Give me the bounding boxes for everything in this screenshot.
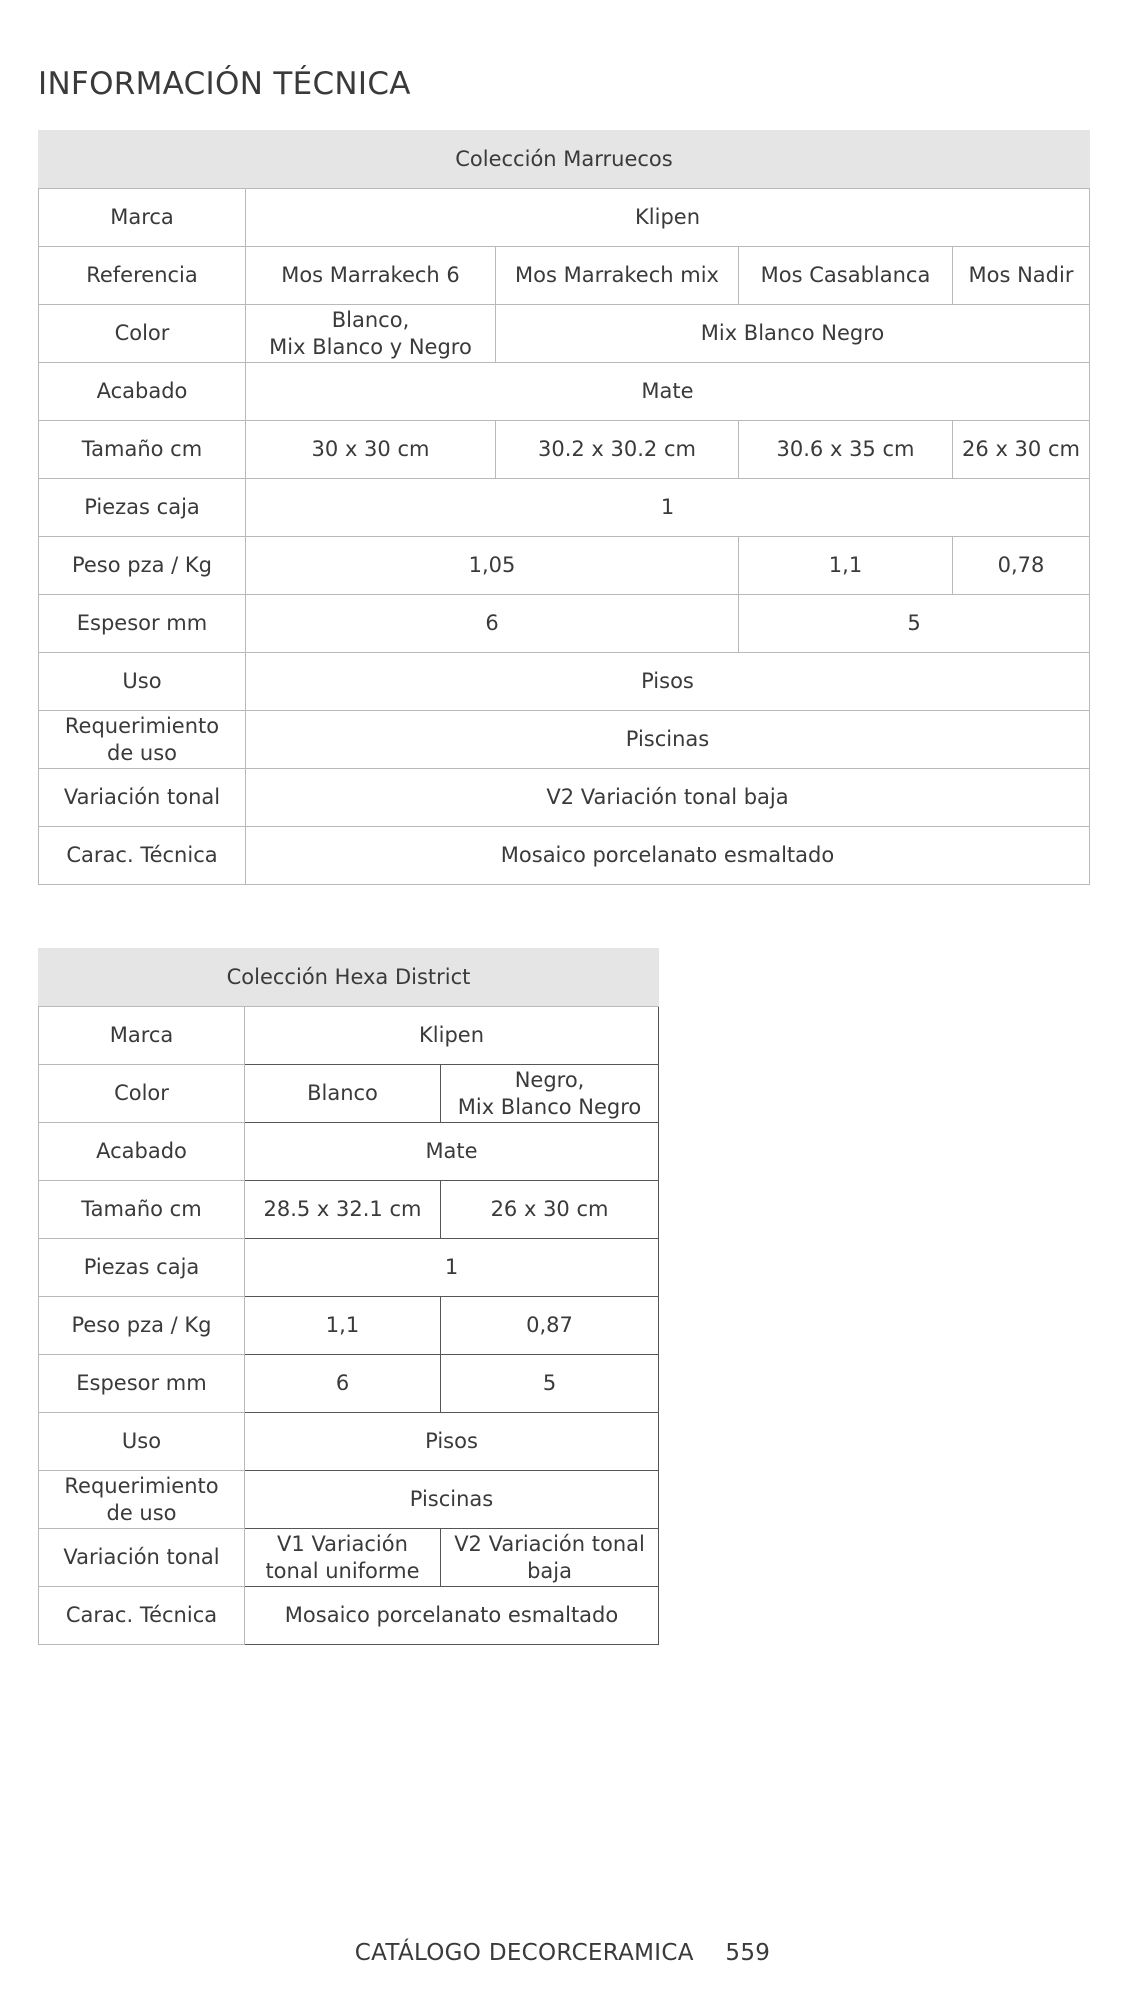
table-row <box>39 1471 659 1529</box>
color-value: Mix Blanco Negro <box>496 305 1090 363</box>
table-row <box>39 1065 659 1123</box>
row-label-marca: Marca <box>39 1007 245 1065</box>
referencia-value: Mos Marrakech mix <box>496 247 739 305</box>
table-row <box>39 305 1090 363</box>
requerimiento-value: Piscinas <box>246 711 1090 769</box>
marca-value: Klipen <box>245 1007 659 1065</box>
color-value: Blanco <box>245 1065 441 1123</box>
acabado-value: Mate <box>245 1123 659 1181</box>
peso-value: 0,87 <box>441 1297 659 1355</box>
peso-value: 0,78 <box>953 537 1090 595</box>
row-label-marca: Marca <box>39 189 246 247</box>
uso-value: Pisos <box>245 1413 659 1471</box>
tamano-value: 28.5 x 32.1 cm <box>245 1181 441 1239</box>
color-value-line: Negro, <box>514 1067 585 1092</box>
color-value <box>246 305 496 363</box>
uso-value: Pisos <box>246 653 1090 711</box>
variacion-value: V2 Variación tonal baja <box>246 769 1090 827</box>
referencia-value: Mos Marrakech 6 <box>246 247 496 305</box>
row-label-variacion: Variación tonal <box>39 769 246 827</box>
espesor-value: 5 <box>739 595 1090 653</box>
espesor-value: 5 <box>441 1355 659 1413</box>
carac-value: Mosaico porcelanato esmaltado <box>246 827 1090 885</box>
marruecos-spec-table <box>38 130 1090 885</box>
referencia-value: Mos Nadir <box>953 247 1090 305</box>
row-label-piezas: Piezas caja <box>39 1239 245 1297</box>
requerimiento-value: Piscinas <box>245 1471 659 1529</box>
row-label-carac: Carac. Técnica <box>39 1587 245 1645</box>
tamano-value: 30 x 30 cm <box>246 421 496 479</box>
marruecos-table-title: Colección Marruecos <box>39 131 1090 189</box>
label-line: de uso <box>106 1500 177 1525</box>
label-line: Requerimiento <box>64 1473 219 1498</box>
row-label-color: Color <box>39 305 246 363</box>
table-row <box>39 247 1090 305</box>
row-label-variacion: Variación tonal <box>39 1529 245 1587</box>
acabado-value: Mate <box>246 363 1090 421</box>
color-value-line: Mix Blanco Negro <box>457 1094 642 1119</box>
espesor-value: 6 <box>245 1355 441 1413</box>
marca-value: Klipen <box>246 189 1090 247</box>
row-label-acabado: Acabado <box>39 363 246 421</box>
table-row <box>39 653 1090 711</box>
carac-value: Mosaico porcelanato esmaltado <box>245 1587 659 1645</box>
variacion-value-line: V1 Variación <box>277 1531 408 1556</box>
espesor-value: 6 <box>246 595 739 653</box>
color-value <box>441 1065 659 1123</box>
page-footer <box>0 1940 1125 1966</box>
row-label-requerimiento <box>39 1471 245 1529</box>
variacion-value-line: tonal uniforme <box>265 1558 420 1583</box>
footer-catalog-name: CATÁLOGO DECORCERAMICA <box>354 1940 694 1966</box>
table-row <box>39 1587 659 1645</box>
piezas-value: 1 <box>245 1239 659 1297</box>
tamano-value: 26 x 30 cm <box>953 421 1090 479</box>
table-row <box>39 595 1090 653</box>
variacion-value-line: V2 Variación tonal <box>454 1531 645 1556</box>
tamano-value: 30.2 x 30.2 cm <box>496 421 739 479</box>
color-value-line: Mix Blanco y Negro <box>269 334 472 359</box>
row-label-color: Color <box>39 1065 245 1123</box>
row-label-uso: Uso <box>39 653 246 711</box>
table-row <box>39 1529 659 1587</box>
page-number: 559 <box>725 1940 771 1966</box>
row-label-uso: Uso <box>39 1413 245 1471</box>
table-row <box>39 769 1090 827</box>
table-row <box>39 1181 659 1239</box>
row-label-tamano: Tamaño cm <box>39 421 246 479</box>
page-title: INFORMACIÓN TÉCNICA <box>38 66 411 102</box>
table-row <box>39 189 1090 247</box>
label-line: de uso <box>106 740 178 765</box>
row-label-acabado: Acabado <box>39 1123 245 1181</box>
piezas-value: 1 <box>246 479 1090 537</box>
row-label-peso: Peso pza / Kg <box>39 537 246 595</box>
peso-value: 1,05 <box>246 537 739 595</box>
label-line: Requerimiento <box>64 713 220 738</box>
tamano-value: 26 x 30 cm <box>441 1181 659 1239</box>
table-row <box>39 1239 659 1297</box>
hexa-table-title: Colección Hexa District <box>39 949 659 1007</box>
row-label-requerimiento <box>39 711 246 769</box>
table-row <box>39 363 1090 421</box>
row-label-tamano: Tamaño cm <box>39 1181 245 1239</box>
row-label-piezas: Piezas caja <box>39 479 246 537</box>
table-row <box>39 537 1090 595</box>
row-label-referencia: Referencia <box>39 247 246 305</box>
table-row <box>39 1123 659 1181</box>
table-row <box>39 1355 659 1413</box>
variacion-value <box>245 1529 441 1587</box>
tamano-value: 30.6 x 35 cm <box>739 421 953 479</box>
peso-value: 1,1 <box>739 537 953 595</box>
table-row <box>39 1297 659 1355</box>
table-row <box>39 479 1090 537</box>
variacion-value-line: baja <box>527 1558 572 1583</box>
row-label-espesor: Espesor mm <box>39 595 246 653</box>
table-row <box>39 827 1090 885</box>
referencia-value: Mos Casablanca <box>739 247 953 305</box>
table-row <box>39 421 1090 479</box>
table-row <box>39 1007 659 1065</box>
row-label-carac: Carac. Técnica <box>39 827 246 885</box>
row-label-espesor: Espesor mm <box>39 1355 245 1413</box>
table-row <box>39 711 1090 769</box>
peso-value: 1,1 <box>245 1297 441 1355</box>
row-label-peso: Peso pza / Kg <box>39 1297 245 1355</box>
table-row <box>39 1413 659 1471</box>
variacion-value <box>441 1529 659 1587</box>
hexa-spec-table <box>38 948 659 1645</box>
color-value-line: Blanco, <box>331 307 410 332</box>
